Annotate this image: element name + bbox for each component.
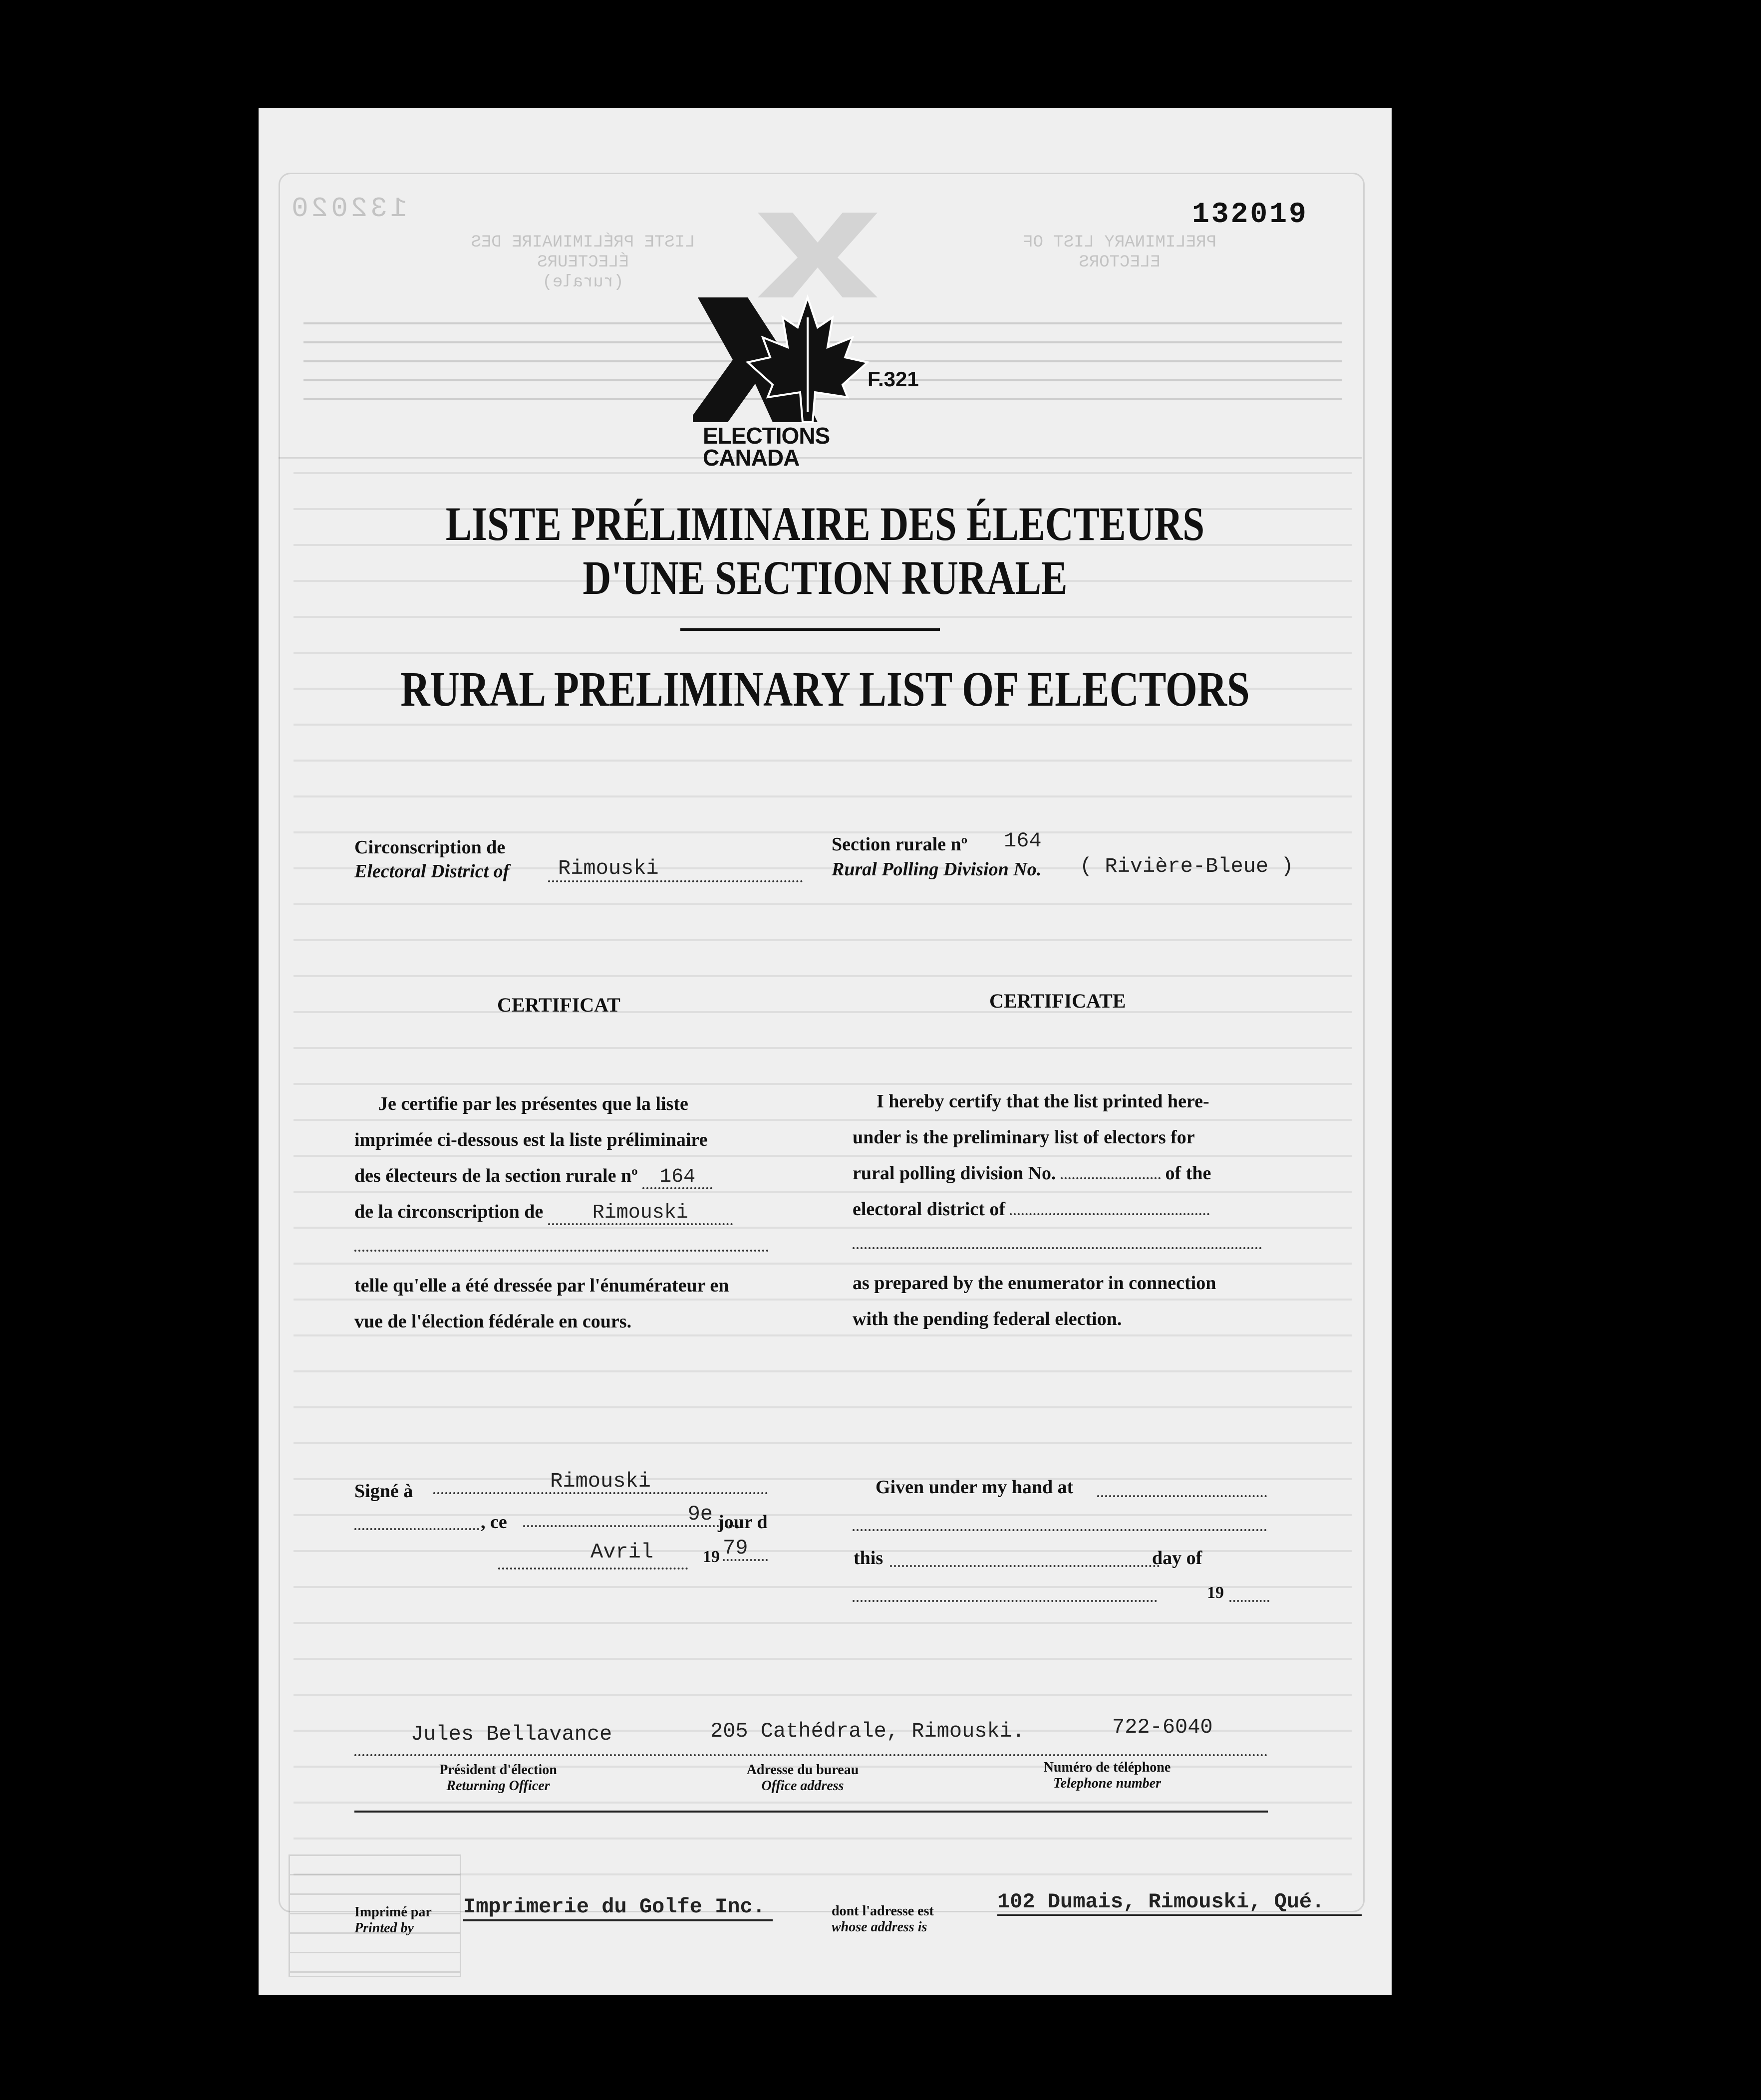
title-fr-line1: LISTE PRÉLIMINAIRE DES ÉLECTEURS bbox=[445, 497, 1205, 550]
section-number: 164 bbox=[1004, 829, 1042, 853]
cert-en-line1: I hereby certify that the list printed here- bbox=[877, 1091, 1209, 1112]
cert-fr-line1: Je certifie par les présentes que la liste bbox=[378, 1093, 688, 1114]
this-blank bbox=[890, 1555, 1160, 1567]
ghost-number: 132020 bbox=[289, 193, 407, 225]
day-of-blank bbox=[853, 1590, 1157, 1602]
section-separator bbox=[354, 1810, 1268, 1813]
address-label-fr: Adresse du bureau bbox=[746, 1762, 859, 1778]
cert-en-line2: under is the preliminary list of electors for bbox=[853, 1127, 1195, 1148]
title-en: RURAL PRELIMINARY LIST OF ELECTORS bbox=[400, 661, 1250, 717]
officer-address: 205 Cathédrale, Rimouski. bbox=[710, 1719, 1025, 1743]
phone-label bbox=[1017, 1760, 1197, 1792]
address-label bbox=[728, 1762, 878, 1794]
ghost-title-fr bbox=[408, 233, 758, 292]
cert-fr-section-no: 164 bbox=[642, 1167, 712, 1189]
section-label-fr: Section rurale nº bbox=[832, 834, 968, 855]
address-label-en: Office address bbox=[761, 1778, 844, 1794]
cert-en-line4: electoral district of bbox=[853, 1199, 1005, 1220]
document-page bbox=[259, 108, 1392, 1995]
cert-en-line5: as prepared by the enumerator in connection bbox=[853, 1273, 1216, 1294]
cert-fr-line3: des électeurs de la section rurale nº bbox=[354, 1165, 638, 1186]
cert-fr-heading: CERTIFICAT bbox=[497, 994, 620, 1016]
printer-addr-label-fr: dont l'adresse est bbox=[832, 1903, 934, 1919]
printer-addr-label-en: whose address is bbox=[832, 1919, 927, 1935]
printer-name: Imprimerie du Golfe Inc. bbox=[463, 1894, 773, 1921]
district-label-fr: Circonscription de bbox=[354, 837, 506, 858]
printer-label-fr: Imprimé par bbox=[354, 1904, 432, 1920]
year-suffix-fr: 79 bbox=[723, 1537, 768, 1561]
given-blank-2 bbox=[853, 1519, 1267, 1531]
given-label: Given under my hand at bbox=[876, 1477, 1074, 1498]
form-code: F.321 bbox=[868, 367, 919, 391]
cert-en-line6: with the pending federal election. bbox=[853, 1309, 1122, 1329]
logo-mark-icon bbox=[693, 292, 873, 427]
cert-fr-line5: telle qu'elle a été dressée par l'énumérateur en bbox=[354, 1275, 729, 1296]
officer-name: Jules Bellavance bbox=[411, 1722, 612, 1746]
officer-phone: 722-6040 bbox=[1112, 1715, 1213, 1739]
cert-fr-line3-row bbox=[354, 1158, 769, 1194]
title-fr-line2: D'UNE SECTION RURALE bbox=[583, 551, 1068, 604]
ghost-title-en-line2: ELECTORS bbox=[1079, 253, 1161, 272]
cert-fr-line2: imprimée ci-dessous est la liste préliminaire bbox=[354, 1129, 708, 1150]
cert-en-body bbox=[853, 1083, 1272, 1337]
district-label-en: Electoral District of bbox=[354, 861, 510, 882]
cert-fr-body bbox=[354, 1086, 769, 1339]
logo-line1: ELECTIONS bbox=[703, 423, 830, 449]
cert-en-division-blank bbox=[1061, 1162, 1161, 1179]
signed-label: Signé à bbox=[354, 1481, 413, 1502]
ghost-title-en-line1: PRELIMINARY LIST OF bbox=[1023, 233, 1216, 252]
cert-en-line4-row bbox=[853, 1191, 1272, 1227]
year-prefix-en: 19 bbox=[1207, 1583, 1224, 1602]
cert-fr-line4: de la circonscription de bbox=[354, 1201, 544, 1222]
cert-fr-district: Rimouski bbox=[548, 1203, 733, 1225]
district-value: Rimouski bbox=[548, 856, 803, 882]
year-blank-en bbox=[1229, 1590, 1269, 1602]
cert-fr-blank-line bbox=[354, 1230, 769, 1252]
printer-label-en: Printed by bbox=[354, 1920, 414, 1936]
ce-label: , ce bbox=[481, 1512, 507, 1533]
ghost-logo bbox=[748, 203, 887, 302]
printer-addr-label bbox=[832, 1903, 934, 1935]
month-value: Avril bbox=[590, 1540, 654, 1564]
day-of-label: day of bbox=[1152, 1548, 1202, 1569]
this-label: this bbox=[854, 1548, 883, 1569]
jour-label: jour d bbox=[718, 1512, 768, 1533]
officer-label-fr: Président d'élection bbox=[439, 1762, 557, 1778]
officer-label bbox=[423, 1762, 573, 1794]
printer-address: 102 Dumais, Rimouski, Qué. bbox=[997, 1889, 1362, 1916]
ghost-title-fr-line2: ÉLECTEURS bbox=[537, 253, 629, 272]
section-label-en: Rural Polling Division No. bbox=[832, 859, 1042, 880]
cert-en-blank-line bbox=[853, 1227, 1262, 1249]
day-value: 9e bbox=[523, 1503, 743, 1527]
cert-en-heading: CERTIFICATE bbox=[989, 990, 1126, 1012]
section-name: ( Rivière-Bleue ) bbox=[1080, 854, 1294, 878]
cert-en-line3b: of the bbox=[1165, 1163, 1211, 1184]
logo-wordmark bbox=[703, 425, 830, 469]
signed-blank-1 bbox=[354, 1518, 479, 1530]
form-number: 132019 bbox=[1192, 199, 1308, 231]
title-fr bbox=[360, 497, 1289, 605]
cert-fr-line4-row bbox=[354, 1194, 769, 1230]
phone-label-en: Telephone number bbox=[1053, 1776, 1161, 1791]
ghost-title-en bbox=[957, 233, 1282, 272]
phone-label-fr: Numéro de téléphone bbox=[1043, 1760, 1171, 1775]
officer-label-en: Returning Officer bbox=[446, 1778, 550, 1794]
title-divider bbox=[680, 628, 940, 631]
year-prefix-fr: 19 bbox=[703, 1548, 720, 1566]
ghost-rurale: (rurale) bbox=[542, 273, 624, 292]
cert-en-line3-row bbox=[853, 1155, 1272, 1191]
given-blank-1 bbox=[1097, 1485, 1267, 1497]
logo-line2: CANADA bbox=[703, 445, 800, 471]
ghost-footer-box bbox=[289, 1854, 461, 1977]
cert-en-district-blank bbox=[1010, 1198, 1209, 1215]
cert-en-line3: rural polling division No. bbox=[853, 1163, 1056, 1184]
cert-fr-line6: vue de l'élection fédérale en cours. bbox=[354, 1311, 632, 1332]
signed-place: Rimouski bbox=[433, 1470, 768, 1494]
officer-line bbox=[354, 1752, 1268, 1756]
ghost-title-fr-line1: LISTE PRÉLIMINAIRE DES bbox=[471, 233, 695, 252]
